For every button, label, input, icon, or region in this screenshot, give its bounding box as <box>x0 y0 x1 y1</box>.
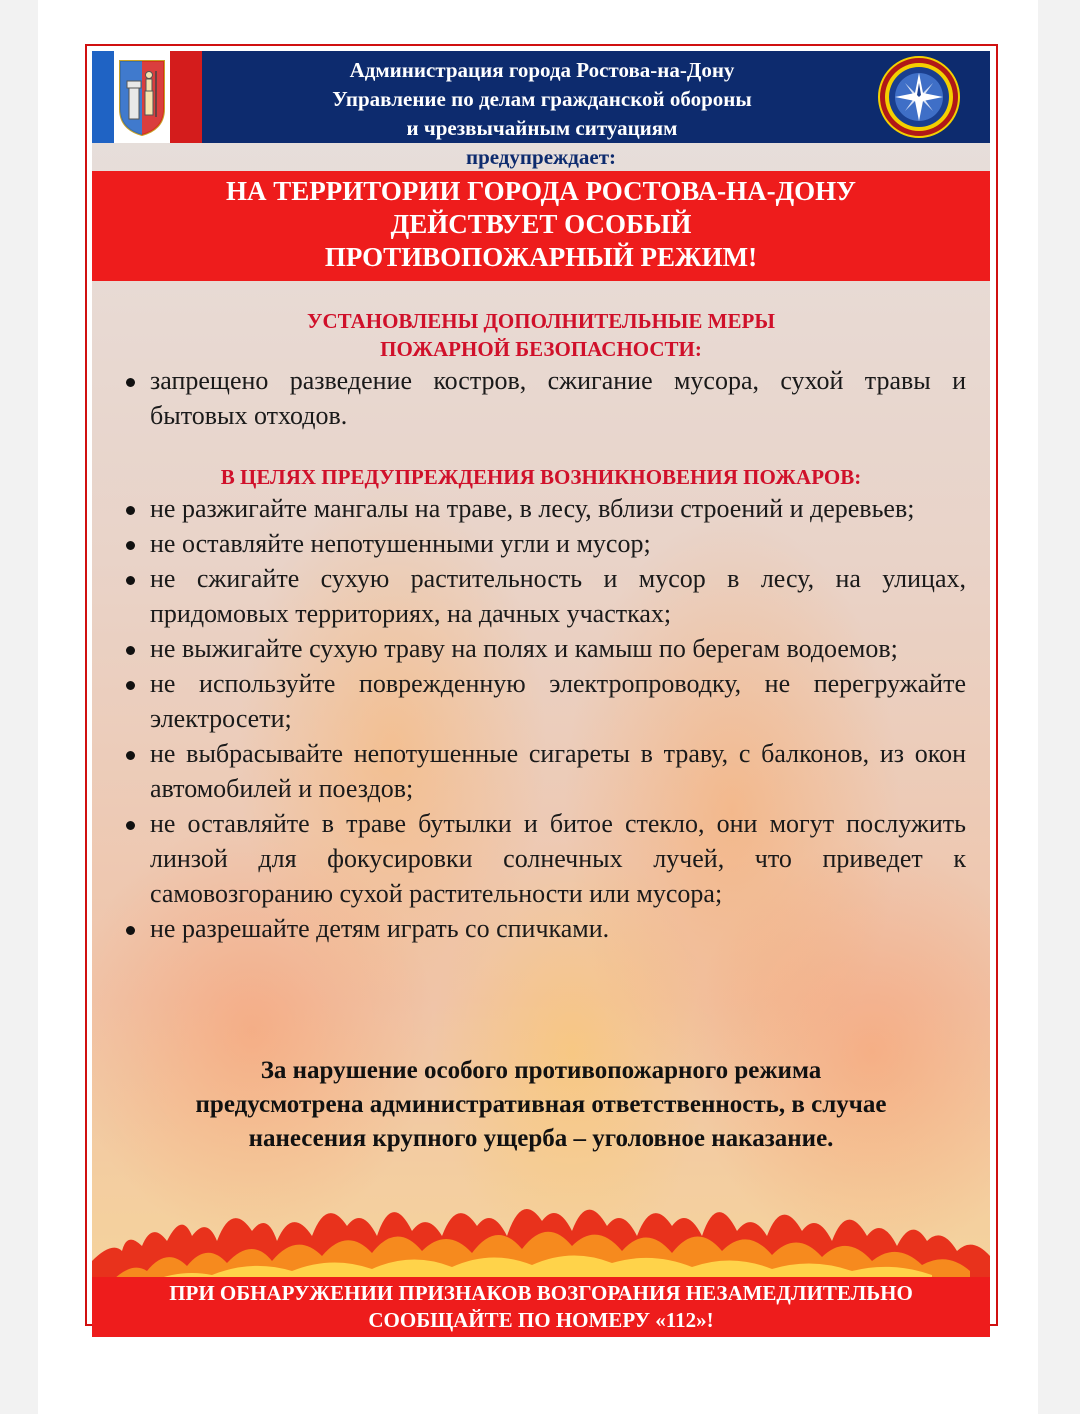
rostov-coat-of-arms-icon <box>116 57 168 137</box>
poster-content <box>92 281 990 946</box>
list-item <box>92 736 990 806</box>
list-item-text: не оставляйте в траве бутылки и битое стекло, они могут послужить линзой для фокусировки солнечных лучей, что приведет к самовозгоранию сухой растительности или мусора; <box>150 809 966 908</box>
rostov-flag <box>92 51 202 143</box>
section-title-line: УСТАНОВЛЕНЫ ДОПОЛНИТЕЛЬНЫЕ МЕРЫ <box>307 309 775 333</box>
penalty-line: За нарушение особого противопожарного режима <box>260 1057 822 1084</box>
section-title: В ЦЕЛЯХ ПРЕДУПРЕЖДЕНИЯ ВОЗНИКНОВЕНИЯ ПОЖАРОВ: <box>220 465 862 489</box>
bullet-icon <box>126 821 135 830</box>
bullet-icon <box>126 646 135 655</box>
penalty-line: предусмотрена административная ответственность, в случае <box>195 1091 887 1118</box>
prevention-list <box>92 491 990 946</box>
organization-name <box>222 56 862 143</box>
emergency-call-banner <box>92 1277 990 1337</box>
list-item-text: не используйте поврежденную электропроводку, не перегружайте электросети; <box>150 669 966 733</box>
banner-line: ДЕЙСТВУЕТ ОСОБЫЙ <box>390 209 692 239</box>
list-item-text: не выжигайте сухую траву на полях и камыш по берегам водоемов; <box>150 634 898 663</box>
list-item-text: запрещено разведение костров, сжигание мусора, сухой травы и бытовых отходов. <box>150 366 966 430</box>
list-item <box>92 666 990 736</box>
list-item <box>92 363 990 433</box>
bottom-line: ПРИ ОБНАРУЖЕНИИ ПРИЗНАКОВ ВОЗГОРАНИЯ НЕЗАМЕДЛИТЕЛЬНО <box>169 1281 913 1305</box>
measures-list <box>92 363 990 433</box>
list-item-text: не разжигайте мангалы на траве, в лесу, вблизи строений и деревьев; <box>150 494 915 523</box>
bullet-icon <box>126 506 135 515</box>
list-item <box>92 631 990 666</box>
section-title <box>92 307 990 363</box>
penalty-line: нанесения крупного ущерба – уголовное наказание. <box>248 1125 834 1152</box>
banner-line: ПРОТИВОПОЖАРНЫЙ РЕЖИМ! <box>324 242 758 272</box>
poster-header <box>92 51 990 143</box>
org-line: Администрация города Ростова-на-Дону <box>349 58 735 82</box>
list-item <box>92 526 990 561</box>
list-item <box>92 491 990 526</box>
list-item <box>92 911 990 946</box>
bottom-line: СООБЩАЙТЕ ПО НОМЕРУ «112»! <box>368 1308 714 1332</box>
warns-label: предупреждает: <box>465 145 617 169</box>
org-line: и чрезвычайным ситуациям <box>406 116 678 140</box>
special-regime-banner <box>92 171 990 281</box>
org-line: Управление по делам гражданской обороны <box>332 87 752 111</box>
banner-line: НА ТЕРРИТОРИИ ГОРОДА РОСТОВА-НА-ДОНУ <box>226 176 856 206</box>
list-item <box>92 561 990 631</box>
bullet-icon <box>126 681 135 690</box>
bullet-icon <box>126 378 135 387</box>
list-item-text: не разрешайте детям играть со спичками. <box>150 914 610 943</box>
list-item <box>92 806 990 911</box>
bullet-icon <box>126 541 135 550</box>
section-title-line: ПОЖАРНОЙ БЕЗОПАСНОСТИ: <box>380 337 702 361</box>
flames-decoration-icon <box>92 1191 990 1281</box>
poster <box>92 51 990 1332</box>
civil-defense-emblem-icon <box>870 55 968 139</box>
list-item-text: не выбрасывайте непотушенные сигареты в траву, с балконов, из окон автомобилей и поездов; <box>150 739 966 803</box>
bullet-icon <box>126 576 135 585</box>
bullet-icon <box>126 751 135 760</box>
bullet-icon <box>126 926 135 935</box>
penalty-notice <box>92 1054 990 1156</box>
list-item-text: не оставляйте непотушенными угли и мусор; <box>150 529 651 558</box>
list-item-text: не сжигайте сухую растительность и мусор в лесу, на улицах, придомовых территориях, на дачных участках; <box>150 564 966 628</box>
